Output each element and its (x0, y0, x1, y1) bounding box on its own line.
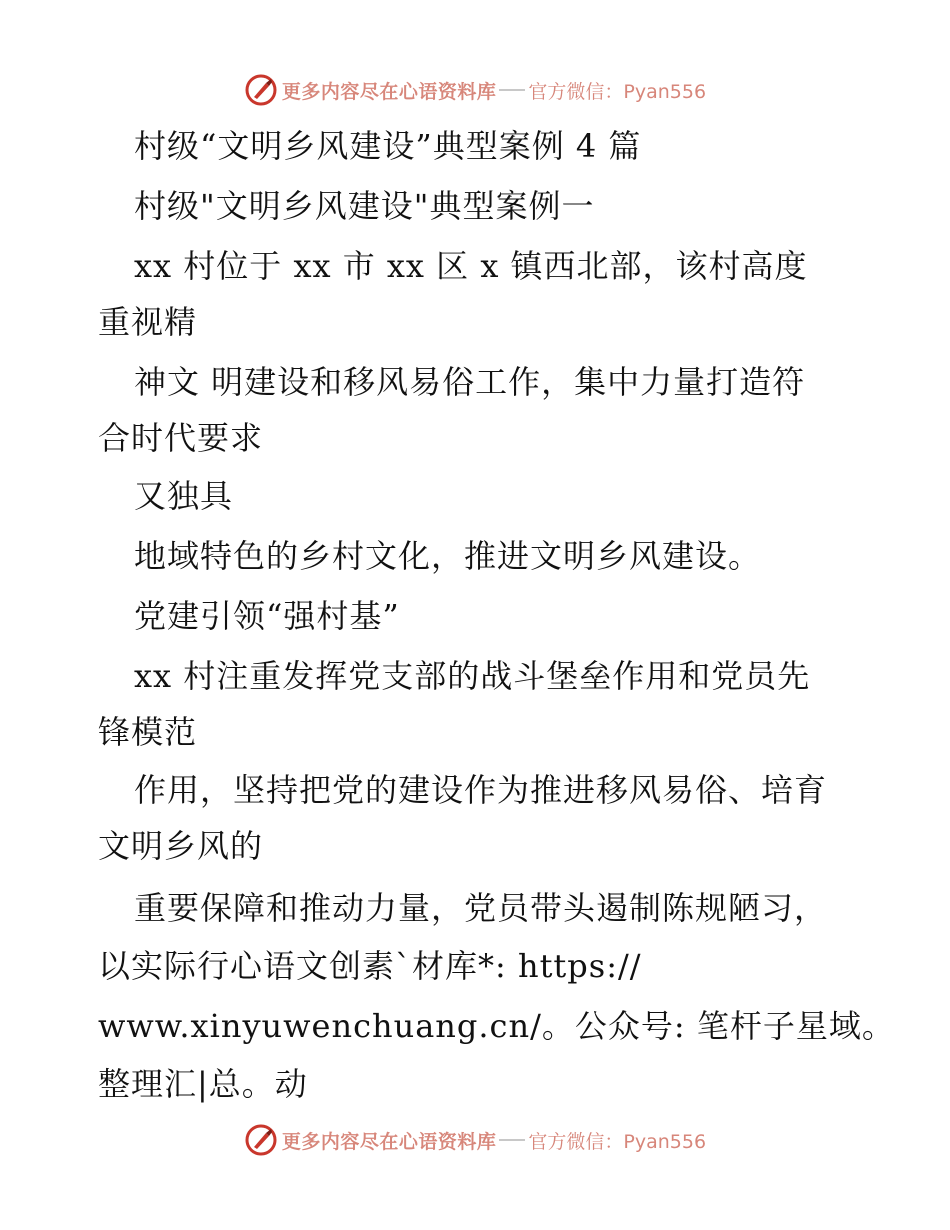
paragraph-line: www.xinyuwenchuang.cn/。公众号: 笔杆子星域。 (98, 1007, 895, 1045)
paragraph-line: 锋模范 (98, 713, 198, 751)
document-title: 村级“文明乡风建设”典型案例 4 篇 (134, 127, 642, 165)
paragraph-line: 文明乡风的 (98, 827, 264, 865)
paragraph-line: 作用，坚持把党的建设作为推进移风易俗、培育 (134, 771, 828, 809)
banner-divider (499, 1139, 525, 1141)
subheading: 党建引领“强村基” (134, 597, 400, 635)
banner-brand-text: 更多内容尽在心语资料库 (281, 1130, 497, 1153)
paragraph-line: 又独具 (134, 477, 234, 515)
paragraph-line: 以实际行心语文创素`材库*: https:// (98, 947, 642, 985)
banner-wechat-text: 官方微信：Pyan556 (528, 80, 707, 103)
footer-watermark-banner (0, 1120, 950, 1160)
paragraph-line: 重要保障和推动力量，党员带头遏制陈规陋习， (134, 889, 828, 927)
quill-pen-seal-icon (244, 1123, 278, 1157)
paragraph-line: 重视精 (98, 303, 198, 341)
paragraph-line: xx 村位于 xx 市 xx 区 x 镇西北部，该村高度 (134, 247, 808, 285)
paragraph-line: 地域特色的乡村文化，推进文明乡风建设。 (134, 537, 762, 575)
header-watermark-banner (0, 70, 950, 110)
paragraph-line: 神文 明建设和移风易俗工作，集中力量打造符 (134, 363, 806, 401)
banner-wechat-text: 官方微信：Pyan556 (528, 1130, 707, 1153)
section-heading: 村级"文明乡风建设"典型案例一 (134, 187, 595, 225)
banner-brand-text: 更多内容尽在心语资料库 (281, 80, 497, 103)
quill-pen-seal-icon (244, 73, 278, 107)
banner-divider (499, 89, 525, 91)
paragraph-line: 整理汇|总。动 (98, 1065, 308, 1103)
paragraph-line: xx 村注重发挥党支部的战斗堡垒作用和党员先 (134, 657, 811, 695)
paragraph-line: 合时代要求 (98, 419, 264, 457)
